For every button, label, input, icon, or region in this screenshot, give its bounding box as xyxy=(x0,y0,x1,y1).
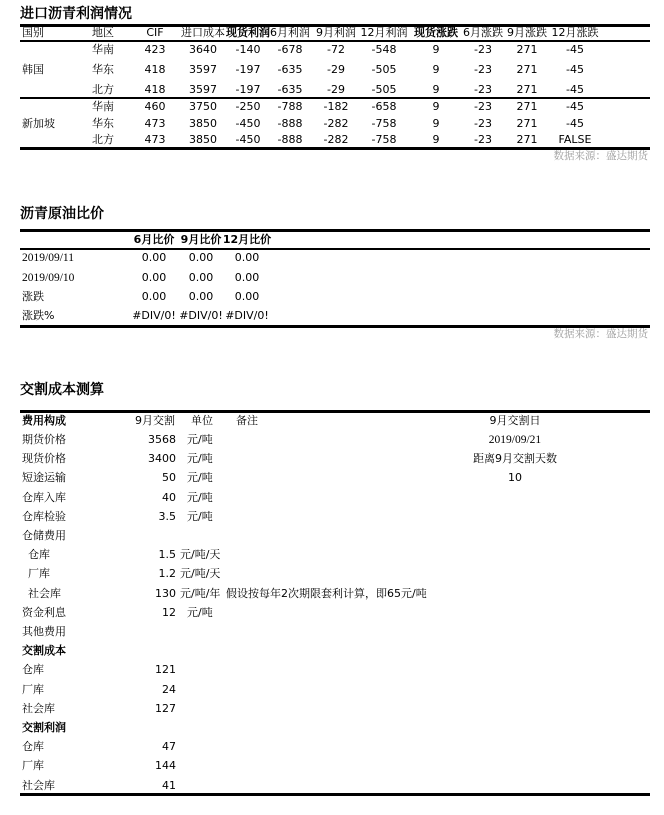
bottom-rule xyxy=(20,793,650,796)
data-source: 数据来源：盛达期货 xyxy=(553,328,648,340)
table-cell: -635 xyxy=(277,63,303,76)
country-label: 新加坡 xyxy=(22,117,55,130)
table-cell: 418 xyxy=(144,63,166,76)
table-cell: -758 xyxy=(371,117,397,130)
row-unit: 元/吨 xyxy=(187,605,213,619)
row-value: 40 xyxy=(162,490,176,504)
column-header: 国别 xyxy=(22,26,44,39)
table-cell: 460 xyxy=(144,100,166,113)
row-value: 3.5 xyxy=(158,509,176,523)
row-value: 121 xyxy=(155,663,176,677)
table-cell: -45 xyxy=(566,83,584,96)
days-to-delivery: 10 xyxy=(508,471,522,484)
row-label: 交割成本 xyxy=(22,644,66,658)
table-cell: -888 xyxy=(277,117,303,130)
region-label: 华东 xyxy=(92,117,114,130)
table-cell: -45 xyxy=(566,63,584,76)
header-rule xyxy=(20,248,650,250)
header-item: 费用构成 xyxy=(22,414,66,427)
table-cell: 3750 xyxy=(189,100,217,113)
row-unit: 元/吨/年 xyxy=(180,586,221,600)
row-label: 交割利润 xyxy=(22,721,66,734)
row-label: 期货价格 xyxy=(22,433,66,446)
table-cell: -678 xyxy=(277,43,303,56)
country-label: 韩国 xyxy=(22,63,44,76)
table-cell: -140 xyxy=(235,43,261,56)
row-value: 12 xyxy=(162,605,176,619)
table-cell: -23 xyxy=(474,100,492,113)
row-value: 3568 xyxy=(148,433,176,446)
row-label: 厂库 xyxy=(28,567,50,581)
row-label: 2019/09/10 xyxy=(22,272,75,284)
table-cell: 418 xyxy=(144,83,166,96)
row-value: 41 xyxy=(162,778,176,792)
column-header: 9月涨跌 xyxy=(507,26,547,39)
table-cell: 3640 xyxy=(189,43,217,56)
row-label: 涨跌% xyxy=(22,309,55,322)
table-cell: -45 xyxy=(566,43,584,56)
table-cell: -197 xyxy=(235,63,261,76)
row-label: 厂库 xyxy=(22,682,44,696)
top-rule xyxy=(20,410,650,413)
delivery-day-label: 9月交割日 xyxy=(489,414,541,427)
row-label: 涨跌 xyxy=(22,290,44,303)
table-cell: 0.00 xyxy=(234,251,260,264)
column-header: CIF xyxy=(146,26,164,39)
table-cell: 271 xyxy=(516,43,538,56)
table-cell: 9 xyxy=(432,133,440,146)
table-cell: -658 xyxy=(371,100,397,113)
column-header: 地区 xyxy=(92,26,114,39)
table-cell: -23 xyxy=(474,63,492,76)
region-label: 华南 xyxy=(92,43,114,56)
row-label: 社会库 xyxy=(22,701,55,715)
table-cell: 271 xyxy=(516,133,538,146)
table-cell: -29 xyxy=(327,63,345,76)
region-label: 华东 xyxy=(92,63,114,76)
table-cell: -758 xyxy=(371,133,397,146)
row-unit: 元/吨/天 xyxy=(180,548,221,562)
table-cell: -450 xyxy=(235,117,261,130)
row-label: 仓库 xyxy=(28,548,50,562)
table-cell: 473 xyxy=(144,117,166,130)
header-unit: 单位 xyxy=(191,414,213,427)
table-cell: 9 xyxy=(432,63,440,76)
table-cell: -788 xyxy=(277,100,303,113)
row-label: 2019/09/11 xyxy=(22,252,74,264)
column-header: 现货涨跌 xyxy=(414,26,458,39)
table-cell: 9 xyxy=(432,117,440,130)
table-cell: 3850 xyxy=(189,133,217,146)
header-note: 备注 xyxy=(236,414,258,427)
table-cell: 271 xyxy=(516,63,538,76)
row-note: 假设按每年2次期限套利计算，即65元/吨 xyxy=(226,586,427,600)
table-cell: 0.00 xyxy=(234,271,260,284)
table-cell: #DIV/0! xyxy=(132,309,176,322)
top-rule xyxy=(20,229,650,232)
table-cell: 271 xyxy=(516,100,538,113)
row-value: 47 xyxy=(162,740,176,754)
table-cell: -23 xyxy=(474,43,492,56)
table-cell: 271 xyxy=(516,117,538,130)
table-cell: 0.00 xyxy=(188,251,214,264)
row-value: 127 xyxy=(155,701,176,715)
table-cell: -72 xyxy=(327,43,345,56)
group-rule xyxy=(20,97,650,99)
region-label: 华南 xyxy=(92,100,114,113)
header-rule xyxy=(20,40,650,42)
delivery-date: 2019/09/21 xyxy=(488,434,542,446)
column-header: 6月比价 xyxy=(133,233,175,246)
table-cell: 0.00 xyxy=(141,251,167,264)
table-cell: 0.00 xyxy=(188,290,214,303)
row-value: 1.5 xyxy=(158,548,176,562)
region-label: 北方 xyxy=(92,133,114,146)
table-cell: -182 xyxy=(323,100,349,113)
column-header: 6月利润 xyxy=(270,26,310,39)
column-header: 12月涨跌 xyxy=(551,26,599,39)
ratio-title: 沥青原油比价 xyxy=(20,206,104,222)
row-label: 仓库 xyxy=(22,663,44,677)
row-unit: 元/吨 xyxy=(187,509,213,523)
row-unit: 元/吨 xyxy=(187,452,213,466)
table-cell: -23 xyxy=(474,133,492,146)
row-label: 仓储费用 xyxy=(22,529,66,542)
row-value: 130 xyxy=(155,586,176,600)
data-source: 数据来源：盛达期货 xyxy=(553,150,648,162)
column-header: 12月比价 xyxy=(222,233,272,246)
row-unit: 元/吨 xyxy=(187,433,213,446)
row-label: 仓库入库 xyxy=(22,490,66,504)
row-value: 1.2 xyxy=(158,567,176,581)
row-unit: 元/吨 xyxy=(187,471,213,485)
table-cell: -505 xyxy=(371,83,397,96)
table-cell: 3597 xyxy=(189,83,217,96)
row-label: 仓库检验 xyxy=(22,509,66,523)
region-label: 北方 xyxy=(92,83,114,96)
table-cell: -635 xyxy=(277,83,303,96)
table-cell: #DIV/0! xyxy=(179,309,223,322)
row-label: 其他费用 xyxy=(22,625,66,638)
table-cell: -45 xyxy=(566,100,584,113)
table-cell: 0.00 xyxy=(141,271,167,284)
delivery-cost-title: 交割成本测算 xyxy=(20,382,104,398)
import-profit-title: 进口沥青利润情况 xyxy=(20,6,132,22)
table-cell: 9 xyxy=(432,43,440,56)
table-cell: -282 xyxy=(323,117,349,130)
table-cell: -450 xyxy=(235,133,261,146)
row-value: 24 xyxy=(162,682,176,696)
table-cell: 0.00 xyxy=(188,271,214,284)
table-cell: 3850 xyxy=(189,117,217,130)
row-unit: 元/吨 xyxy=(187,490,213,504)
row-label: 社会库 xyxy=(28,586,61,600)
table-cell: -197 xyxy=(235,83,261,96)
row-label: 短途运输 xyxy=(22,471,66,485)
table-cell: -250 xyxy=(235,100,261,113)
table-cell: -23 xyxy=(474,83,492,96)
row-label: 厂库 xyxy=(22,759,44,773)
row-value: 50 xyxy=(162,471,176,485)
column-header: 进口成本 xyxy=(181,26,225,39)
table-cell: 0.00 xyxy=(234,290,260,303)
row-value: 3400 xyxy=(148,452,176,466)
column-header: 9月比价 xyxy=(180,233,222,246)
table-cell: -505 xyxy=(371,63,397,76)
table-cell: #DIV/0! xyxy=(225,309,269,322)
table-cell: 3597 xyxy=(189,63,217,76)
row-label: 现货价格 xyxy=(22,452,66,466)
column-header: 9月利润 xyxy=(316,26,356,39)
table-cell: FALSE xyxy=(558,133,592,146)
row-label: 仓库 xyxy=(22,740,44,754)
column-header: 现货利润 xyxy=(226,26,270,39)
row-value: 144 xyxy=(155,759,176,773)
table-cell: -29 xyxy=(327,83,345,96)
header-value: 9月交割 xyxy=(135,414,175,427)
table-cell: 473 xyxy=(144,133,166,146)
row-unit: 元/吨/天 xyxy=(180,567,221,581)
days-to-delivery-label: 距离9月交割天数 xyxy=(473,452,557,465)
row-label: 资金利息 xyxy=(22,605,66,619)
table-cell: 271 xyxy=(516,83,538,96)
table-cell: -548 xyxy=(371,43,397,56)
row-label: 社会库 xyxy=(22,778,55,792)
table-cell: -23 xyxy=(474,117,492,130)
table-cell: -888 xyxy=(277,133,303,146)
table-cell: 423 xyxy=(144,43,166,56)
table-cell: -45 xyxy=(566,117,584,130)
table-cell: 0.00 xyxy=(141,290,167,303)
table-cell: 9 xyxy=(432,100,440,113)
table-cell: 9 xyxy=(432,83,440,96)
table-cell: -282 xyxy=(323,133,349,146)
column-header: 12月利润 xyxy=(360,26,408,39)
column-header: 6月涨跌 xyxy=(463,26,503,39)
